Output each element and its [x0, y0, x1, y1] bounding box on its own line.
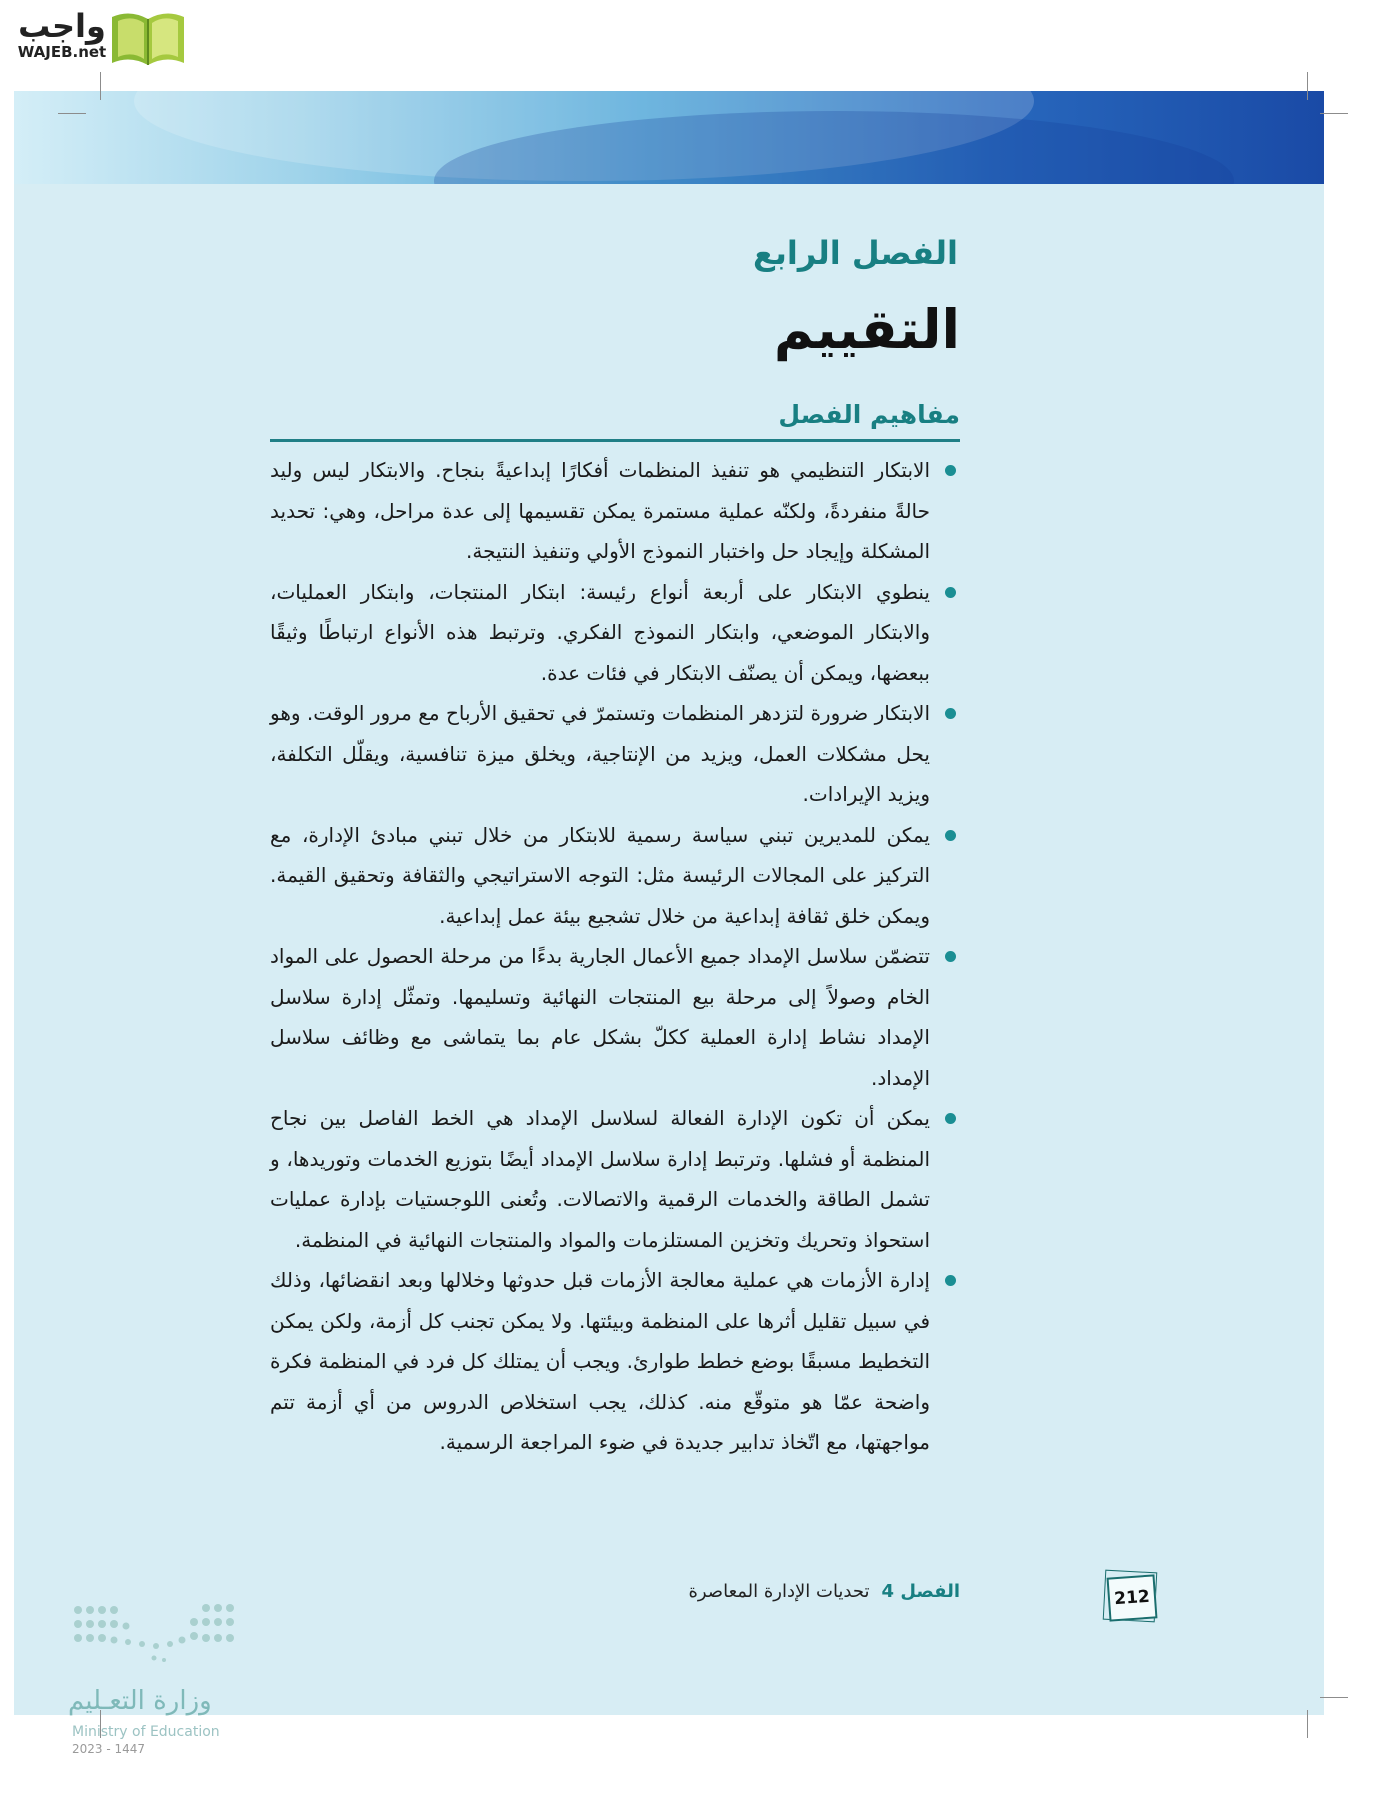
- bullet-text: إدارة الأزمات هي عملية معالجة الأزمات قبل حدوثها وخلالها وبعد انقضائها، وذلك في سبيل تقليل أثرها على المنظمة وبيئتها. ولا يمكن تجنب كل أزمة، ولكن يمكن التخطيط مسبقًا بوضع خطط طوارئ. ويجب أن يمتلك كل فرد في المنظمة فكرة واضحة عمّا هو متوقّع منه. كذلك، يجب استخلاص الدروس من أي أزمة تتم مواجهتها، مع اتّخاذ تدابير جديدة في ضوء المراجعة الرسمية.: [270, 1268, 930, 1454]
- ministry-logo: [60, 1600, 240, 1756]
- bullet-text: يمكن أن تكون الإدارة الفعالة لسلاسل الإمداد هي الخط الفاصل بين نجاح المنظمة أو فشلها. وترتبط إدارة سلاسل الإمداد أيضًا بتوزيع الخدمات وتوريدها، و تشمل الطاقة والخدمات الرقمية والاتصالات. وتُعنى اللوجستيات بإدارة عمليات استحواذ وتحريك وتخزين المستلزمات والمواد والمنتجات النهائية في المنظمة.: [270, 1106, 930, 1252]
- book-icon: [108, 7, 188, 67]
- page-title: التقييم: [773, 298, 960, 361]
- bullet-text: الابتكار ضرورة لتزدهر المنظمات وتستمرّ في تحقيق الأرباح مع مرور الوقت. وهو يحل مشكلات العمل، ويزيد من الإنتاجية، ويخلق ميزة تنافسية، ويقلّل التكلفة، ويزيد الإيرادات.: [270, 701, 930, 806]
- crop-mark: [58, 113, 86, 114]
- chapter-label: الفصل الرابع: [753, 234, 958, 272]
- crop-mark: [1320, 113, 1348, 114]
- bullet-icon: [945, 465, 956, 476]
- logo-latin: WAJEB.net: [17, 43, 107, 61]
- section-heading: مفاهيم الفصل: [778, 400, 960, 429]
- wajeb-logo[interactable]: [10, 5, 190, 67]
- bullet-text: ينطوي الابتكار على أربعة أنواع رئيسة: ابتكار المنتجات، وابتكار العمليات، والابتكار الموضعي، وابتكار النموذج الفكري. وترتبط هذه الأنواع ارتباطًا وثيقًا ببعضها، ويمكن أن يصنّف الابتكار في فئات عدة.: [270, 579, 930, 685]
- bullet-icon: [945, 587, 956, 598]
- ministry-dots-icon: [70, 1600, 240, 1670]
- bullet-text: يمكن للمديرين تبني سياسة رسمية للابتكار من خلال تبني مبادئ الإدارة، مع التركيز على المجالات الرئيسة مثل: التوجه الاستراتيجي والثقافة وتحقيق القيمة. ويمكن خلق ثقافة إبداعية من خلال تشجيع بيئة عمل إبداعية.: [270, 822, 930, 928]
- footer-chapter: الفصل 4: [881, 1581, 960, 1602]
- ministry-name-ar: وزارة التعـليم: [68, 1686, 212, 1716]
- logo-text: [14, 9, 110, 61]
- header-banner: [14, 91, 1324, 184]
- list-item: [270, 572, 960, 694]
- list-item: [270, 1098, 960, 1260]
- list-item: [270, 450, 960, 572]
- crop-mark: [100, 72, 101, 100]
- list-item: [270, 1260, 960, 1463]
- bullet-text: تتضمّن سلاسل الإمداد جميع الأعمال الجارية بدءًا من مرحلة الحصول على المواد الخام وصولاً إلى مرحلة بيع المنتجات النهائية وتسليمها. وتمثّل إدارة سلاسل الإمداد نشاط إدارة العملية ككلّ بشكل عام بما يتماشى مع وظائف سلاسل الإمداد.: [270, 944, 930, 1090]
- bullet-icon: [945, 1113, 956, 1124]
- ministry-year: 2023 - 1447: [72, 1742, 146, 1756]
- bullet-icon: [945, 830, 956, 841]
- bullet-icon: [945, 1275, 956, 1286]
- crop-mark: [1307, 1710, 1308, 1738]
- footer-book-title: تحديات الإدارة المعاصرة: [688, 1581, 870, 1602]
- list-item: [270, 693, 960, 815]
- concepts-list: [270, 450, 960, 1463]
- crop-mark: [1320, 1697, 1348, 1698]
- list-item: [270, 936, 960, 1098]
- logo-arabic: واجب: [18, 7, 106, 45]
- crop-mark: [1307, 72, 1308, 100]
- page-number: 212: [1107, 1574, 1158, 1621]
- bullet-icon: [945, 951, 956, 962]
- page-footer: [650, 1581, 960, 1602]
- list-item: [270, 815, 960, 937]
- bullet-text: الابتكار التنظيمي هو تنفيذ المنظمات أفكارًا إبداعيةً بنجاح. والابتكار ليس وليد حالةً منفردةً، ولكنّه عملية مستمرة يمكن تقسيمها إلى عدة مراحل، وهي: تحديد المشكلة وإيجاد حل واختبار النموذج الأولي وتنفيذ النتيجة.: [270, 458, 930, 563]
- heading-divider: [270, 439, 960, 442]
- bullet-icon: [945, 708, 956, 719]
- ministry-name-en: Ministry of Education: [72, 1724, 220, 1740]
